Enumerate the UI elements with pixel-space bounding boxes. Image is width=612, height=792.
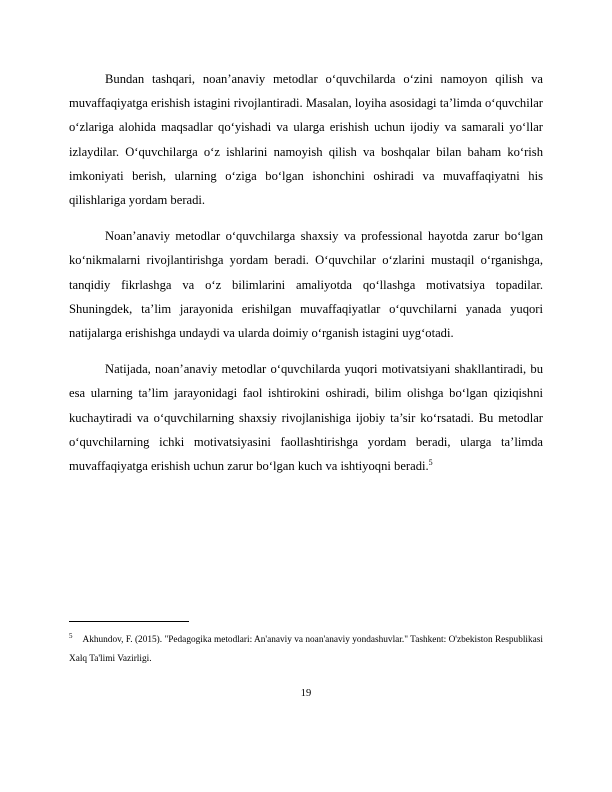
paragraph-text: Noan’anaviy metodlar o‘quvchilarga shaxsiy va professional hayotda zarur bo‘lgan ko‘nikmalarni rivojlantirishga yordam beradi. O‘quvchilar o‘zlarini mustaqil o‘rganishga, tanqidiy fikrlashga va o‘z bilimlarini amaliyotda qo‘llashga motivatsiya topadilar. Shuningdek, ta’lim jarayonida erishilgan muvaffaqiyatlar o‘quvchilarni yanada yuqori natijalarga erishishga undaydi va ularda doimiy o‘rganish istagini uyg‘otadi.	[69, 229, 543, 341]
footnote-reference[interactable]: 5	[428, 457, 433, 467]
paragraph-text: Bundan tashqari, noan’anaviy metodlar o‘quvchilarda o‘zini namoyon qilish va muvaffaqiyatga erishish istagini rivojlantiradi. Masalan, loyiha asosidagi ta’limda o‘quvchilar o‘zlariga alohida maqsadlar qo‘yishadi va ularga erishish uchun ijodiy va samarali yo‘llar izlaydilar. O‘quvchilarga o‘z ishlarini namoyish qilish va boshqalar bilan baham ko‘rish imkoniyati berish, ularning o‘ziga bo‘lgan ishonchini oshiradi va muvaffaqiyatni his qilishlariga yordam beradi.	[69, 72, 543, 208]
paragraph	[69, 357, 543, 478]
paragraph	[69, 67, 543, 212]
footnote-divider	[69, 621, 189, 622]
paragraph-text: Natijada, noan’anaviy metodlar o‘quvchilarda yuqori motivatsiyani shakllantiradi, bu esa ularning ta’lim jarayonidagi faol ishtirokini oshiradi, bilim olishga bo‘lgan qiziqishni kuchaytiradi va o‘quvchilarning shaxsiy rivojlanishiga ijobiy ta’sir ko‘rsatadi. Bu metodlar o‘quvchilarning ichki motivatsiyasini faollashtirishga yordam beradi, ularga ta’limda muvaffaqiyatga erishish uchun zarur bo‘lgan kuch va ishtiyoqni beradi.	[69, 362, 543, 474]
body-text	[69, 67, 543, 490]
page-number: 19	[300, 688, 312, 699]
footnote-number: 5	[69, 631, 73, 640]
paragraph	[69, 224, 543, 345]
footnote-text: Akhundov, F. (2015). "Pedagogika metodlari: An'anaviy va noan'anaviy yondashuvlar." Tashkent: O'zbekiston Respublikasi Xalq Ta'limi Vazirligi.	[69, 635, 543, 664]
footnote	[69, 631, 543, 669]
